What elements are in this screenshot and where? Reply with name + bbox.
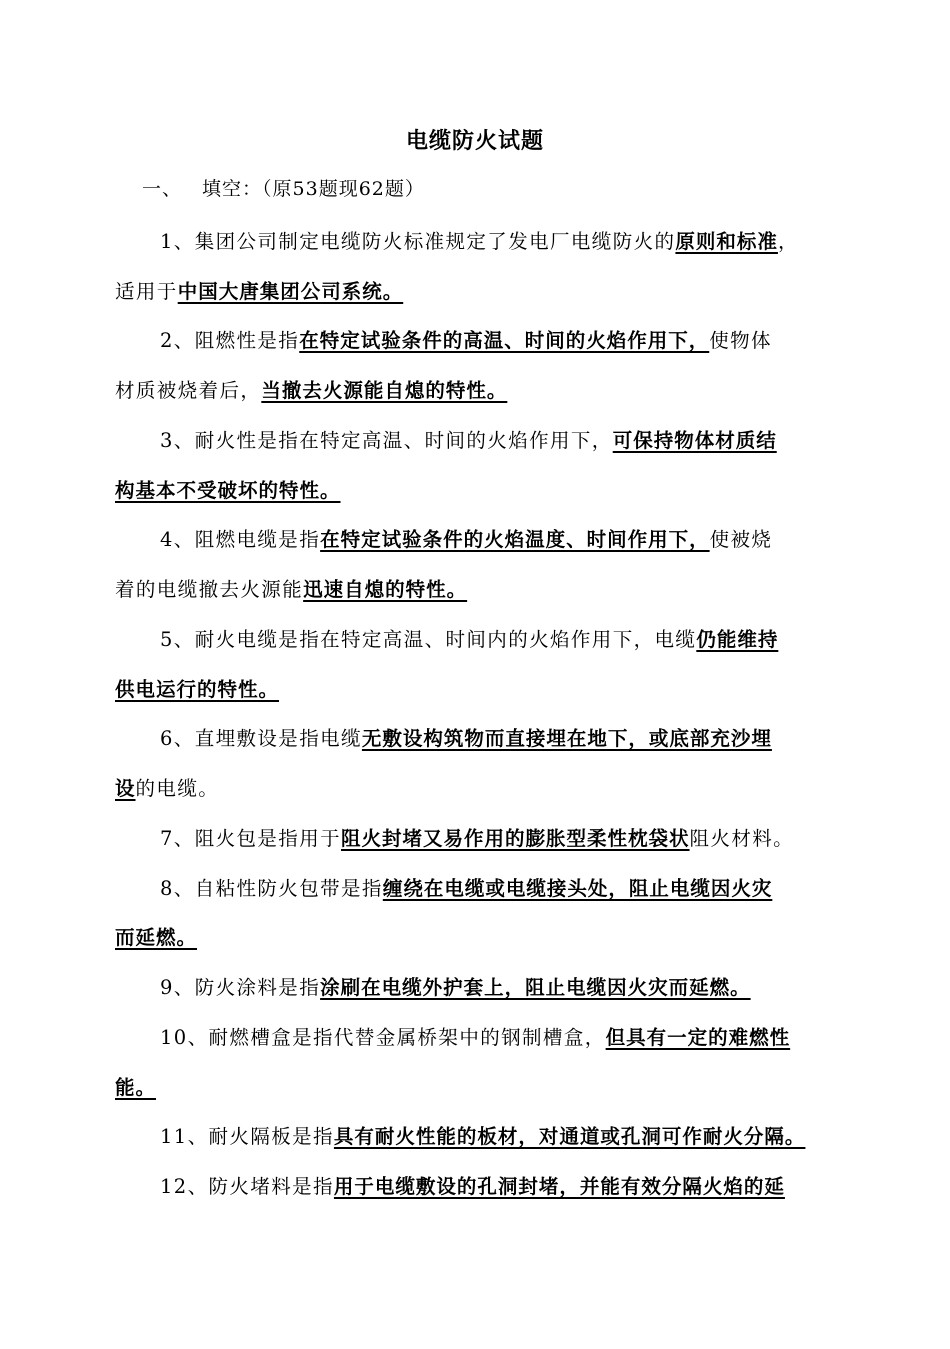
question-text: 使物体 xyxy=(709,329,772,352)
answer-text: 设 xyxy=(115,777,136,800)
question-2-line-2 xyxy=(115,376,837,406)
question-text: 11、耐火隔板是指 xyxy=(160,1125,334,1148)
question-6-line-2 xyxy=(115,774,837,804)
answer-text: 可保持物体材质结 xyxy=(612,429,777,452)
answer-text: 但具有一定的难燃性 xyxy=(605,1026,791,1049)
question-4-line-1 xyxy=(160,525,837,555)
answer-text: 供电运行的特性。 xyxy=(115,678,280,701)
question-text: 4、阻燃电缆是指 xyxy=(160,528,321,551)
answer-text: 迅速自熄的特性。 xyxy=(303,578,468,601)
answer-text: 仍能维持 xyxy=(696,628,779,651)
answer-text: 具有耐火性能的板材，对通道或孔洞可作耐火分隔。 xyxy=(333,1125,806,1148)
question-text: 阻火材料。 xyxy=(689,827,795,850)
question-text: 5、耐火电缆是指在特定高温、时间内的火焰作用下，电缆 xyxy=(160,628,697,651)
answer-text: 构基本不受破坏的特性。 xyxy=(115,479,341,502)
answer-text: 而延燃。 xyxy=(115,926,198,949)
question-7-line-1 xyxy=(160,824,837,854)
section-title: 填空：（原53题现62题） xyxy=(202,178,425,200)
question-3-line-2 xyxy=(115,476,837,506)
question-text: 材质被烧着后， xyxy=(115,379,262,402)
question-8-line-2 xyxy=(115,923,837,953)
answer-text: 涂刷在电缆外护套上，阻止电缆因火灾而延燃。 xyxy=(320,976,751,999)
document-title: 电缆防火试题 xyxy=(405,129,544,154)
question-text: 3、耐火性是指在特定高温、时间的火焰作用下， xyxy=(160,429,613,452)
question-3-line-1 xyxy=(160,426,837,456)
question-text: 9、防火涂料是指 xyxy=(160,976,321,999)
question-9-line-1 xyxy=(160,973,837,1003)
question-text: 的电缆。 xyxy=(135,777,220,800)
question-text: ， xyxy=(777,230,799,253)
question-12-line-1 xyxy=(160,1172,837,1202)
answer-text: 能。 xyxy=(115,1076,157,1099)
answer-text: 在特定试验条件的高温、时间的火焰作用下， xyxy=(299,329,710,352)
question-11-line-1 xyxy=(160,1122,837,1152)
answer-text: 中国大唐集团公司系统。 xyxy=(177,280,404,303)
question-text: 10、耐燃槽盒是指代替金属桥架中的钢制槽盒， xyxy=(160,1026,606,1049)
question-text: 8、自粘性防火包带是指 xyxy=(160,877,383,900)
question-5-line-1 xyxy=(160,625,837,655)
answer-text: 缠绕在电缆或电缆接头处，阻止电缆因火灾 xyxy=(382,877,773,900)
answer-text: 阻火封堵又易作用的膨胀型柔性枕袋状 xyxy=(341,827,690,850)
question-text: 适用于 xyxy=(115,280,178,303)
question-10-line-2 xyxy=(115,1073,837,1103)
section-heading xyxy=(142,174,425,204)
question-text: 使被烧 xyxy=(709,528,773,551)
answer-text: 无敷设构筑物而直接埋在地下，或底部充沙埋 xyxy=(361,727,772,750)
question-6-line-1 xyxy=(160,724,837,754)
question-2-line-1 xyxy=(160,326,837,356)
question-8-line-1 xyxy=(160,874,837,904)
question-text: 7、阻火包是指用于 xyxy=(160,827,342,850)
question-1-line-1 xyxy=(160,227,837,257)
answer-text: 原则和标准 xyxy=(675,230,778,253)
question-text: 着的电缆撤去火源能 xyxy=(115,578,304,601)
question-text: 6、直埋敷设是指电缆 xyxy=(160,727,362,750)
question-text: 2、阻燃性是指 xyxy=(160,329,300,352)
question-5-line-2 xyxy=(115,675,837,705)
answer-text: 当撤去火源能自熄的特性。 xyxy=(261,379,508,402)
answer-text: 用于电缆敷设的孔洞封堵，并能有效分隔火焰的延 xyxy=(333,1175,785,1198)
question-10-line-1 xyxy=(160,1023,837,1053)
answer-text: 在特定试验条件的火焰温度、时间作用下， xyxy=(320,528,710,551)
question-text: 1、集团公司制定电缆防火标准规定了发电厂电缆防火的 xyxy=(160,230,676,253)
question-1-line-2 xyxy=(115,277,837,307)
section-number: 一、 xyxy=(142,178,183,200)
question-4-line-2 xyxy=(115,575,837,605)
question-text: 12、防火堵料是指 xyxy=(160,1175,334,1198)
